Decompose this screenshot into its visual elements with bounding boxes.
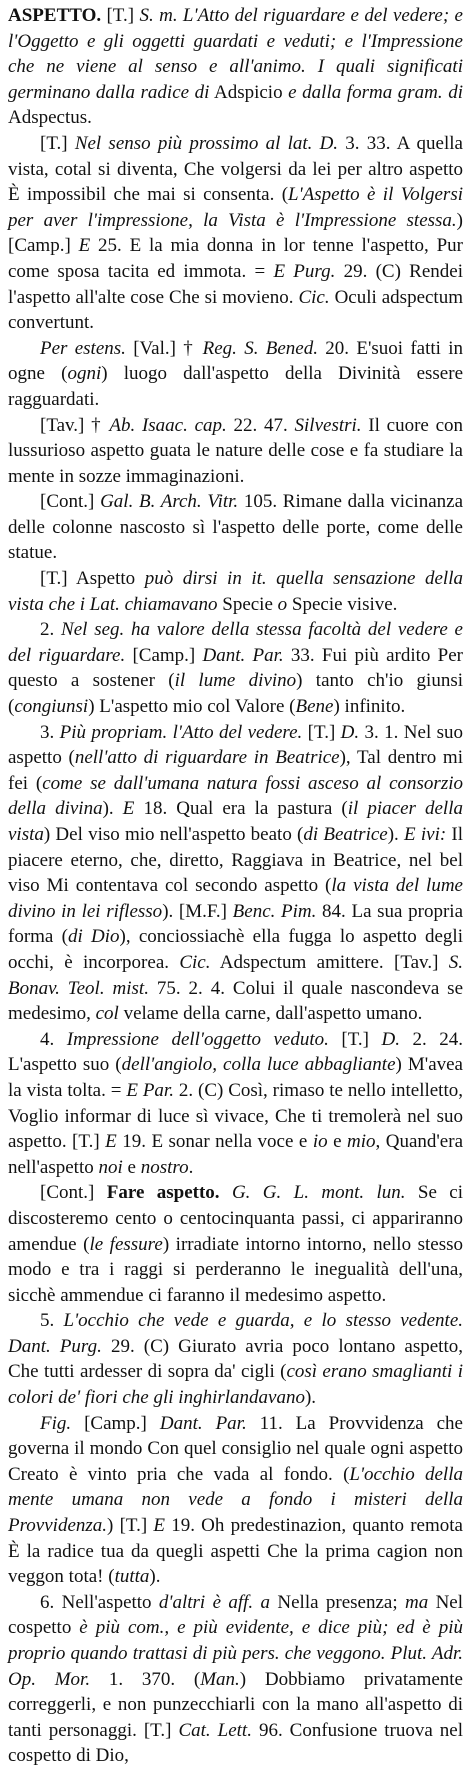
body-text: [T.] [40, 132, 75, 154]
body-text: 84. La sua propria forma ( [8, 900, 464, 948]
body-text: 33. Fui più ardito Per questo a sostener ( [8, 644, 463, 692]
body-text: [Cont.] [40, 1182, 107, 1204]
paragraph-tav-ab-isaac [8, 413, 463, 490]
italic-text: L'occhio della mente umana non vede a fondo i misteri della Provvidenza. [8, 1463, 463, 1537]
italic-text: Cic. [298, 286, 330, 308]
body-text: 11. La Provvidenza che governa il mondo Con quel consiglio nel quale ogni aspetto Creato è vinto pria che vada al fondo. ( [8, 1412, 463, 1485]
italic-text: dell'angiolo, colla luce abbagliante [121, 1054, 396, 1076]
body-text: [Camp.] [71, 1412, 160, 1434]
body-text: ) M'avea la vista tolta. = [8, 1054, 463, 1101]
body-text: 3. [40, 721, 60, 743]
italic-text: mio [347, 1131, 376, 1153]
italic-text: o [277, 593, 288, 615]
body-text: ) infinito. [333, 696, 406, 718]
italic-text: E [78, 235, 91, 257]
body-text: ) [T.] [107, 1515, 154, 1537]
body-text: Nella presenza; [270, 1591, 405, 1613]
paragraph-sense-3 [8, 720, 463, 1027]
italic-text: Impressione dell'oggetto veduto. [66, 1028, 329, 1050]
italic-text: congiunsi [14, 696, 89, 718]
italic-text: col [95, 1003, 119, 1025]
italic-text: Reg. S. Bened. [202, 337, 318, 359]
body-text: ), conciossiachè ella fugga lo aspetto degli occhi, è incorporea. [8, 926, 463, 973]
body-text: ). [102, 798, 123, 820]
paragraph-sense-5 [8, 1308, 463, 1410]
body-text: ). [387, 824, 405, 845]
italic-text: Bene [295, 696, 334, 718]
body-text: [Camp.] [125, 644, 203, 666]
paragraph-intro [8, 3, 463, 131]
body-text: [T.] [302, 721, 341, 743]
body-text: 3. 33. A quella vista, cotal si diventa, Che volgersi da lei per altro aspetto È impossibil che mai si consenta. ( [8, 132, 463, 206]
italic-text: L'occhio che vede e guarda, e lo stesso vedente. Dant. Purg. [8, 1310, 464, 1357]
italic-text: il piacer della vista [8, 798, 463, 845]
body-text: 1. 370. ( [90, 1668, 201, 1690]
italic-text: così erano smaglianti i colori de' fiori che gli inghirlandavano [8, 1361, 463, 1409]
italic-text: d'altri è aff. a [158, 1591, 271, 1613]
italic-text: nostro [140, 1156, 189, 1178]
italic-text: Dant. Par. [159, 1412, 247, 1434]
body-text: 25. E la mia donna in lor tenne l'aspetto, Pur come sposa tacita ed immota. = [8, 235, 464, 282]
body-text: 18. Qual era la pastura ( [134, 798, 348, 820]
body-text: ). [149, 1566, 161, 1588]
body-text: ). [304, 1387, 317, 1409]
body-text: 4. [40, 1028, 67, 1050]
paragraph-t-specie [8, 566, 463, 617]
italic-text: di Beatrice [303, 824, 388, 845]
body-text: 19. E sonar nella voce e [116, 1131, 313, 1153]
paragraph-sense-2 [8, 617, 463, 719]
body-text: [Tav.] † [40, 414, 110, 436]
body-text: 96. Confusione truova nel cospetto di Dio, [8, 1719, 463, 1767]
italic-text: tutta [114, 1566, 150, 1588]
italic-text: è più com., e più evidente, e dice più; ed è più proprio quando trattasi di più pers. che veggono. Plut. Adr. Op. Mor. [8, 1617, 463, 1690]
italic-text: Nel seg. ha valore della stessa facoltà del vedere e del riguardare. [8, 619, 463, 666]
body-text: Il piacere eterno, che, diretto, Raggiava in Beatrice, nel bel viso Mi contentava col secondo aspetto ( [8, 824, 463, 897]
italic-text: L'Aspetto è il Volgersi per aver l'impressione, la Vista è l'Impressione stessa. [8, 184, 463, 231]
body-text: Adspectum amittere. [Tav.] [210, 951, 449, 973]
body-text: Adspectus. [8, 107, 92, 129]
body-text: 2. [40, 619, 62, 641]
italic-text: Man. [200, 1668, 240, 1690]
body-text: ) Del viso mio nell'aspetto beato ( [43, 824, 304, 845]
body-text: ) irradiate intorno intorno, nello stesso modo e tra i raggi si perderanno le inegualità dell'una, sicchè ammendue ci faranno il medesimo aspetto. [8, 1233, 463, 1306]
body-text: [Val.] † [125, 337, 203, 359]
italic-text: S. m. L'Atto del riguardare e del vedere; e l'Oggetto e gli oggetti guardati e veduti; e l'Impressione che ne viene al senso e all'animo. I quali significati germinano dalla radice di [8, 5, 463, 103]
italic-text: Nel senso più prossimo al lat. D. [74, 132, 339, 154]
body-text: ) tanto ch'io giunsi ( [8, 670, 464, 718]
lemma-text: Fare aspetto. [106, 1182, 220, 1204]
italic-text: Più propriam. l'Atto del vedere. [59, 721, 303, 743]
body-text [220, 1182, 232, 1203]
body-text: [T.] Aspetto [40, 568, 145, 590]
italic-text: e dalla forma gram. di [288, 81, 463, 103]
body-text: 5. [40, 1310, 64, 1332]
body-text: e [122, 1156, 141, 1178]
italic-text: Ab. Isaac. cap. [109, 414, 227, 436]
italic-text: E [153, 1515, 165, 1537]
italic-text: Gal. B. Arch. Vitr. [100, 491, 239, 513]
italic-text: ma [404, 1591, 429, 1613]
paragraph-fare-aspetto [8, 1180, 463, 1308]
body-text: 22. 47. [226, 414, 295, 436]
body-text: 29. (C) Giurato avria poco lontano aspetto, Che tutti ardesser di sopra da' cigli ( [8, 1335, 463, 1383]
italic-text: Cic. [179, 951, 211, 973]
italic-text: Fig. [40, 1412, 72, 1434]
italic-text: Benc. Pim. [232, 900, 317, 922]
italic-text: Dant. Par. [202, 644, 284, 666]
italic-text: io [312, 1131, 328, 1153]
italic-text: E [122, 798, 135, 820]
body-text: 3. 1. Nel suo aspetto ( [8, 721, 464, 769]
body-text: 20. E'suoi fatti in ogne ( [8, 337, 464, 385]
body-text: [T.] [328, 1028, 382, 1050]
italic-text: D. [381, 1028, 400, 1050]
body-text: 2. 24. L'aspetto suo ( [8, 1028, 463, 1076]
italic-text: Cat. Lett. [178, 1719, 252, 1741]
body-text: 75. 2. 4. Colui il quale nascondeva se medesimo, [8, 977, 464, 1025]
italic-text: E Purg. [273, 260, 336, 282]
lemma-text: ASPETTO. [8, 5, 102, 26]
body-text: ) Dobbiamo privatamente correggerli, e non punzecchiarli con la mano all'aspetto di tanti personaggi. [T.] [8, 1668, 463, 1741]
body-text: 29. (C) Rendei l'aspetto all'alte cose Che si movieno. [8, 260, 463, 308]
paragraph-sense-4 [8, 1027, 463, 1181]
italic-text: ogni [67, 363, 102, 385]
body-text: ) L'aspetto mio col Valore ( [88, 696, 296, 718]
body-text: . [188, 1156, 194, 1178]
body-text: 2. (C) Così, rimaso te nello intelletto, Voglio informar di luce sì vivace, Che ti tremolerà nel suo aspetto. [T.] [8, 1079, 463, 1153]
body-text: Oculi adspectum convertunt. [8, 286, 463, 334]
body-text: ). [M.F.] [162, 900, 233, 922]
body-text: ) luogo dall'aspetto della Divinità essere ragguardati. [8, 363, 463, 410]
body-text: Adspicio [209, 81, 289, 103]
body-text: [T.] [101, 5, 140, 26]
italic-text: Per estens. [40, 337, 126, 359]
body-text: ) [Camp.] [8, 209, 463, 257]
body-text: Nel cospetto [8, 1591, 464, 1639]
body-text: Il cuore con lussurioso aspetto guata le nature delle cose e fa studiare la mente in sozze immaginazioni. [8, 414, 464, 487]
italic-text: la vista del lume divino in lei riflesso [8, 875, 463, 922]
italic-text: Silvestri. [294, 414, 362, 436]
italic-text: E Par. [126, 1079, 174, 1101]
body-text: [Cont.] [40, 491, 101, 513]
body-text: e [327, 1131, 347, 1153]
italic-text: le fessure [89, 1233, 163, 1255]
paragraph-per-estens [8, 336, 463, 413]
paragraph-sense-6 [8, 1590, 463, 1769]
body-text: Specie visive. [287, 593, 398, 615]
italic-text: G. G. L. mont. lun. [231, 1182, 406, 1204]
body-text: ), Tal dentro mi fei ( [8, 747, 463, 794]
italic-text: E [105, 1131, 117, 1153]
paragraph-sense-lat [8, 131, 463, 336]
body-text: 105. Rimane dalla vicinanza delle colonne nascosto sì l'aspetto delle porte, come delle statue. [8, 491, 463, 564]
italic-text: noi [98, 1156, 123, 1178]
body-text: , Quand'era nell'aspetto [8, 1131, 463, 1178]
italic-text: E ivi: [404, 824, 447, 845]
italic-text: nell'atto di riguardare in Beatrice [74, 747, 340, 769]
body-text: 6. Nell'aspetto [40, 1591, 159, 1613]
italic-text: può dirsi in it. quella sensazione della vista che i Lat. chiamavano [8, 568, 463, 615]
italic-text: come se dall'umana natura fossi asceso al consorzio della divina [8, 772, 463, 820]
italic-text: S. Bonav. Teol. mist. [8, 951, 463, 999]
body-text: velame della carne, dall'aspetto umano. [118, 1003, 423, 1025]
italic-text: D. [340, 721, 360, 743]
body-text: 19. Oh predestinazion, quanto remota È la radice tua da quegli aspetti Che la prima cagion non veggon tota! ( [8, 1515, 463, 1588]
italic-text: di Dio [67, 926, 120, 948]
paragraph-fig [8, 1411, 463, 1590]
body-text: Se ci discosteremo cento o centocinquanta passi, ci appariranno amendue ( [8, 1182, 464, 1255]
paragraph-cont-gal [8, 489, 463, 566]
body-text: Specie [217, 593, 278, 615]
italic-text: il lume divino [174, 670, 297, 692]
